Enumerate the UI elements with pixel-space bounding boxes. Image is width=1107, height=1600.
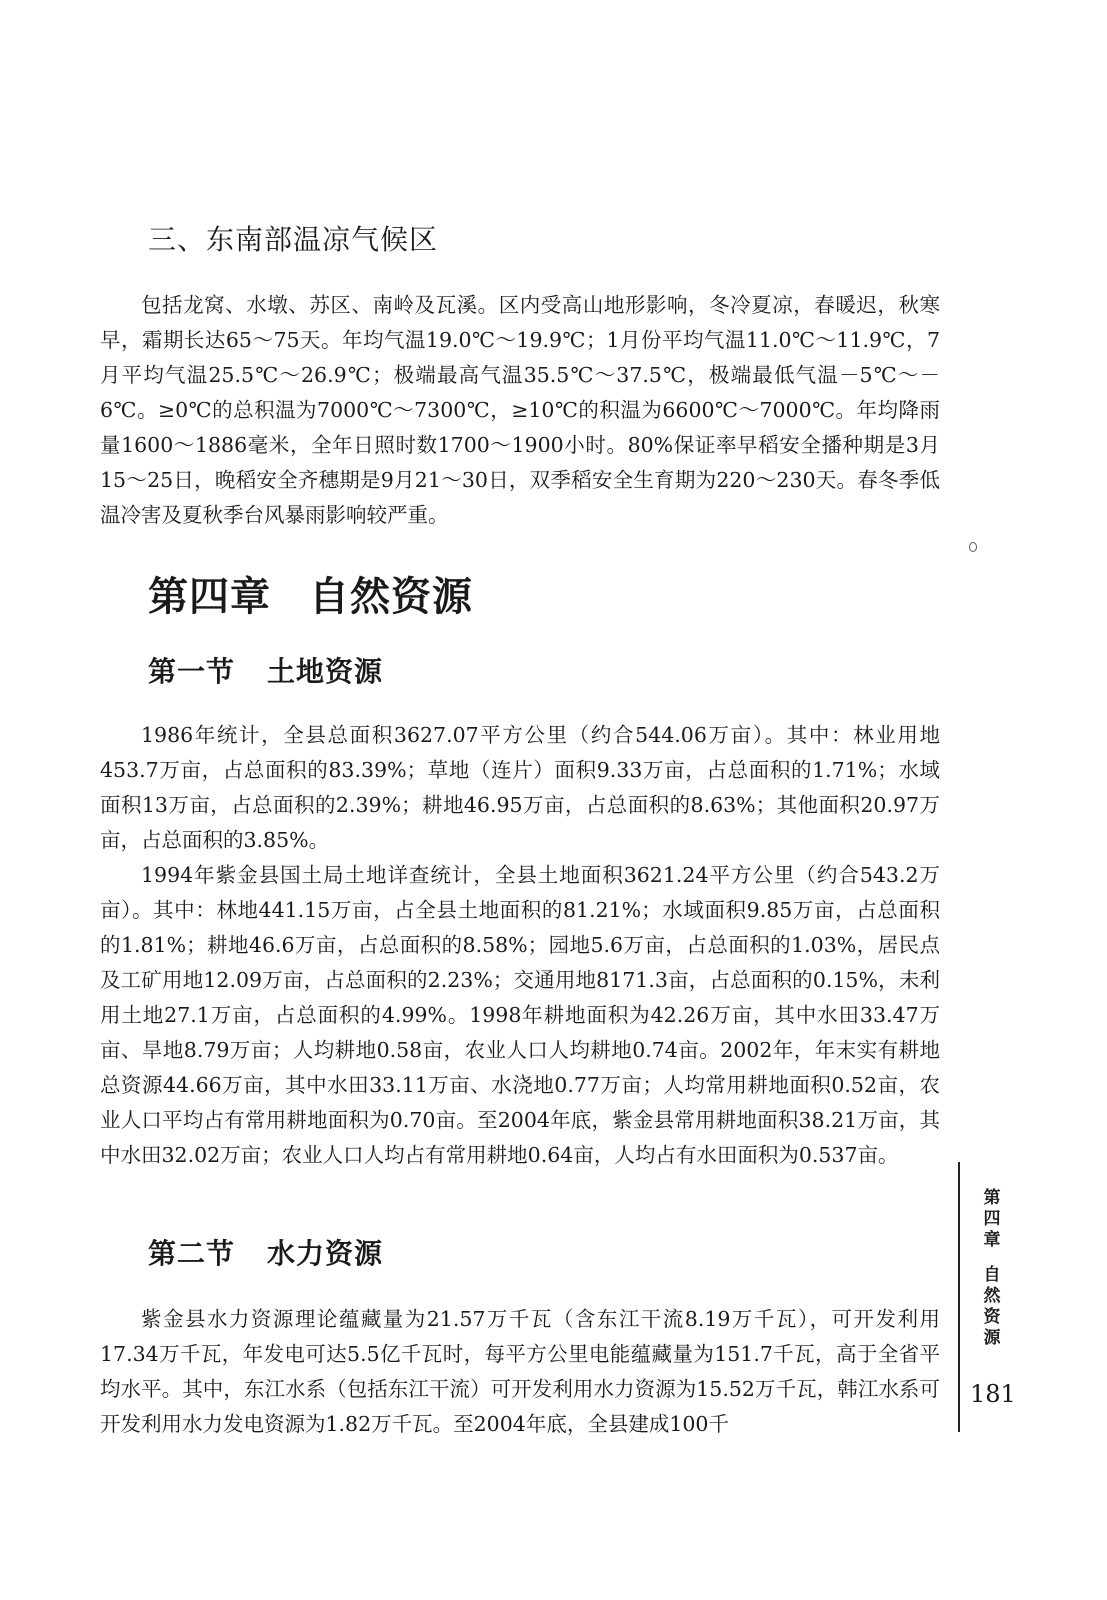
chapter-heading — [148, 565, 473, 622]
scan-speck — [969, 542, 977, 552]
subsection-body — [100, 288, 940, 533]
section-title: 水力资源 — [267, 1237, 384, 1270]
margin-rule — [958, 1162, 960, 1432]
margin-chapter-title: 自然资源 — [983, 1265, 1001, 1348]
section-number: 第一节 — [148, 655, 236, 688]
chapter-number: 第四章 — [148, 574, 271, 620]
margin-chapter-number: 第四章 — [983, 1188, 1001, 1250]
water-resources-body — [100, 1302, 940, 1442]
land-resources-body — [100, 718, 940, 1173]
land-paragraph-1994: 1994年紫金县国土局土地详查统计，全县土地面积3621.24平方公里（约合543.2万亩）。其中：林地441.15万亩，占全县土地面积的81.21%；水域面积9.85万亩，占总面积的1.81%；耕地46.6万亩，占总面积的8.58%；园地5.6万亩，占总面积的1.03%，居民点及工矿用地12.09万亩，占总面积的2.23%；交通用地8171.3亩，占总面积的0.15%，未利用土地27.1万亩，占总面积的4.99%。1998年耕地面积为42.26万亩，其中水田33.47万亩、旱地8.79万亩；人均耕地0.58亩，农业人口人均耕地0.74亩。2002年，年末实有耕地总资源44.66万亩，其中水田33.11万亩、水浇地0.77万亩；人均常用耕地面积0.52亩，农业人口平均占有常用耕地面积为0.70亩。至2004年底，紫金县常用耕地面积38.21万亩，其中水田32.02万亩；农业人口人均占有常用耕地0.64亩，人均占有水田面积为0.537亩。 — [100, 863, 940, 1167]
chapter-title: 自然资源 — [309, 574, 473, 620]
subsection-heading: 三、东南部温凉气候区 — [148, 223, 439, 256]
section-heading-water — [148, 1232, 383, 1272]
page-number: 181 — [970, 1380, 1016, 1408]
section-number: 第二节 — [148, 1237, 236, 1270]
climate-paragraph: 包括龙窝、水墩、苏区、南岭及瓦溪。区内受高山地形影响，冬冷夏凉，春暖迟，秋寒早，霜期长达65～75天。年均气温19.0℃～19.9℃；1月份平均气温11.0℃～11.9℃，7月平均气温25.5℃～26.9℃；极端最高气温35.5℃～37.5℃，极端最低气温－5℃～－6℃。≥0℃的总积温为7000℃～7300℃，≥10℃的积温为6600℃～7000℃。年均降雨量1600～1886毫米，全年日照时数1700～1900小时。80%保证率早稻安全播种期是3月15～25日，晚稻安全齐穗期是9月21～30日，双季稻安全生育期为220～230天。春冬季低温冷害及夏秋季台风暴雨影响较严重。 — [100, 293, 940, 527]
section-title: 土地资源 — [267, 655, 384, 688]
section-heading-land — [148, 650, 383, 690]
water-paragraph: 紫金县水力资源理论蕴藏量为21.57万千瓦（含东江干流8.19万千瓦），可开发利用17.34万千瓦，年发电可达5.5亿千瓦时，每平方公里电能蕴藏量为151.7千瓦，高于全省平均水平。其中，东江水系（包括东江干流）可开发利用水力资源为15.52万千瓦，韩江水系可开发利用水力发电资源为1.82万千瓦。至2004年底，全县建成100千 — [100, 1307, 940, 1436]
land-paragraph-1986: 1986年统计，全县总面积3627.07平方公里（约合544.06万亩）。其中：林业用地453.7万亩，占总面积的83.39%；草地（连片）面积9.33万亩，占总面积的1.71%；水域面积13万亩，占总面积的2.39%；耕地46.95万亩，占总面积的8.63%；其他面积20.97万亩，占总面积的3.85%。 — [100, 723, 940, 852]
margin-chapter-label — [980, 1188, 1004, 1349]
